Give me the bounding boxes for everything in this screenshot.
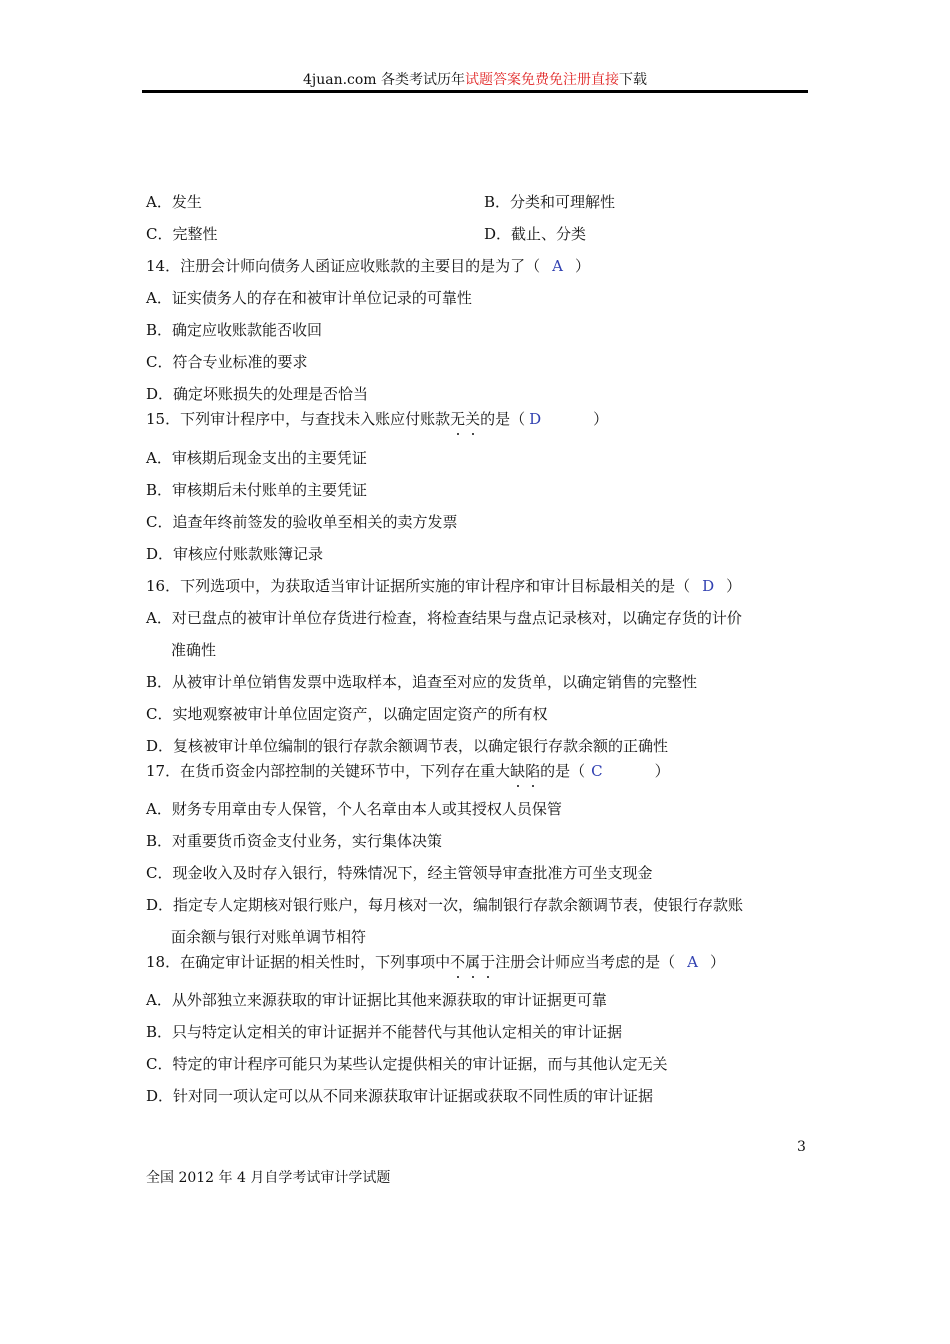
q16-option-a: A．对已盘点的被审计单位存货进行检查，将检查结果与盘点记录核对，以确定存货的计价 (146, 609, 742, 627)
q15-emphasis-2: 关 (465, 410, 481, 428)
q18-option-a: A．从外部独立来源获取的审计证据比其他来源获取的审计证据更可靠 (146, 991, 607, 1009)
q16-option-d: D．复核被审计单位编制的银行存款余额调节表，以确定银行存款余额的正确性 (146, 737, 669, 755)
q18-emphasis-3: 于 (480, 953, 496, 971)
header-site: 4juan.com (302, 72, 377, 88)
q16-stem: 16．下列选项中，为获取适当审计证据所实施的审计程序和审计目标最相关的是（ D ） (146, 577, 742, 595)
q16-option-c: C．实地观察被审计单位固定资产，以确定固定资产的所有权 (146, 705, 548, 723)
q18-option-c: C．特定的审计程序可能只为某些认定提供相关的审计证据，而与其他认定无关 (146, 1055, 668, 1073)
q17-emphasis-1: 缺 (510, 762, 526, 780)
q17-emphasis-2: 陷 (525, 762, 541, 780)
q15-emphasis-1: 无 (450, 410, 466, 428)
q18-emphasis-1: 不 (450, 953, 466, 971)
q13-option-b: B．分类和可理解性 (484, 193, 616, 211)
q13-option-c: C．完整性 (146, 225, 218, 243)
q17-option-c: C．现金收入及时存入银行，特殊情况下，经主管领导审查批准方可坐支现金 (146, 864, 653, 882)
q13-option-a: A．发生 (146, 193, 202, 211)
page-number: 3 (797, 1139, 806, 1155)
q18-stem: 18．在确定审计证据的相关性时，下列事项中不属于注册会计师应当考虑的是（ A ） (146, 953, 726, 971)
page-header (142, 70, 808, 90)
q17-option-d: D．指定专人定期核对银行账户，每月核对一次，编制银行存款余额调节表，使银行存款账 (146, 896, 744, 914)
q14-option-a: A．证实债务人的存在和被审计单位记录的可靠性 (146, 289, 472, 307)
q17-option-d-cont: 面余额与银行对账单调节相符 (171, 928, 367, 946)
q18-option-d: D．针对同一项认定可以从不同来源获取审计证据或获取不同性质的审计证据 (146, 1087, 654, 1105)
q14-answer: A (552, 257, 563, 275)
q16-option-a-cont: 准确性 (171, 641, 217, 659)
q18-option-b: B．只与特定认定相关的审计证据并不能替代与其他认定相关的审计证据 (146, 1023, 623, 1041)
q15-option-d: D．审核应付账款账簿记录 (146, 545, 324, 563)
q17-option-b: B．对重要货币资金支付业务，实行集体决策 (146, 832, 443, 850)
q14-stem: 14．注册会计师向债务人函证应收账款的主要目的是为了（ A ） (146, 257, 590, 275)
q18-answer: A (687, 953, 698, 971)
q17-option-a: A．财务专用章由专人保管，个人名章由本人或其授权人员保管 (146, 800, 562, 818)
q14-option-b: B．确定应收账款能否收回 (146, 321, 323, 339)
header-text: 各类考试历年 (376, 72, 466, 88)
q15-answer: D (529, 410, 542, 428)
q13-option-d: D．截止、分类 (484, 225, 587, 243)
header-highlight: 试题答案免费免注册直接 (465, 72, 620, 88)
q15-option-b: B．审核期后未付账单的主要凭证 (146, 481, 368, 499)
q14-option-d: D．确定坏账损失的处理是否恰当 (146, 385, 369, 403)
q16-answer: D (702, 577, 715, 595)
q17-stem: 17．在货币资金内部控制的关键环节中，下列存在重大缺陷的是（ C ） (146, 762, 670, 780)
page-footer: 全国 2012 年 4 月自学考试审计学试题 (146, 1170, 391, 1186)
q18-emphasis-2: 属 (465, 953, 481, 971)
q14-option-c: C．符合专业标准的要求 (146, 353, 308, 371)
q15-stem: 15．下列审计程序中，与查找未入账应付账款无关的是（ D ） (146, 410, 609, 428)
q15-option-a: A．审核期后现金支出的主要凭证 (146, 449, 367, 467)
q17-answer: C (591, 762, 603, 780)
header-text-end: 下载 (619, 72, 648, 88)
q16-option-b: B．从被审计单位销售发票中选取样本，追查至对应的发货单，以确定销售的完整性 (146, 673, 698, 691)
header-rule (142, 90, 808, 93)
q15-option-c: C．追查年终前签发的验收单至相关的卖方发票 (146, 513, 458, 531)
